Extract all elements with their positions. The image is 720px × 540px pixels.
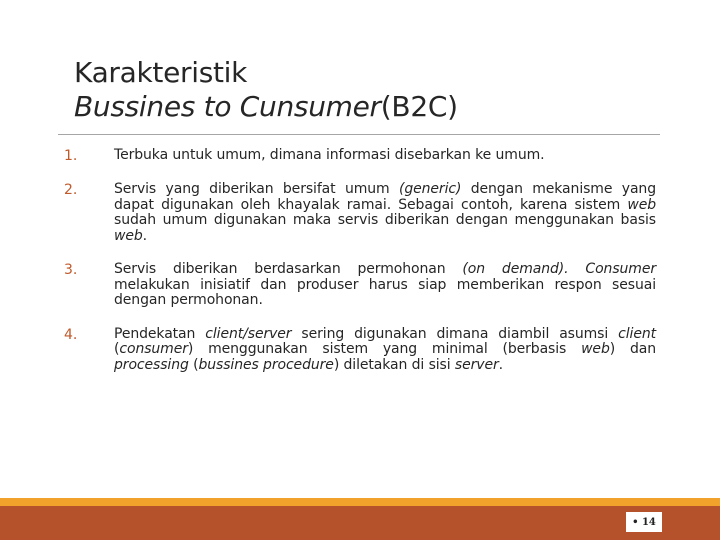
list-text-segment: (generic) bbox=[398, 181, 462, 197]
page-number-box bbox=[626, 512, 662, 532]
title-line-1: Karakteristik bbox=[74, 56, 248, 89]
list-text-segment: . bbox=[498, 356, 503, 373]
list-text-segment: . bbox=[142, 227, 148, 244]
title-line-2 bbox=[74, 90, 458, 124]
list-item bbox=[64, 148, 656, 164]
list-text-segment: ( bbox=[188, 356, 199, 373]
title-divider bbox=[58, 134, 660, 135]
list-text-segment: dengan mekanisme yang dapat digunakan oleh khayalak ramai. Sebagai contoh, karena sistem bbox=[114, 181, 656, 213]
list-text-segment: ) menggunakan sistem yang minimal (berbasis bbox=[187, 341, 582, 357]
list-text-segment: ( bbox=[114, 341, 120, 357]
list-text-segment: melakukan inisiatif dan produser harus siap memberikan respon sesuai dengan permohonan. bbox=[114, 276, 656, 308]
list-text-segment: web bbox=[114, 227, 143, 244]
list-text-segment: ) diletakan di sisi bbox=[333, 356, 455, 373]
slide-title bbox=[74, 56, 458, 124]
list-item bbox=[64, 182, 656, 244]
page-number: • 14 bbox=[632, 516, 656, 528]
list-text-segment: web bbox=[627, 196, 656, 213]
list-text-segment: (on demand). Consumer bbox=[462, 261, 657, 277]
list-text-segment: sering digunakan dimana diambil asumsi bbox=[291, 325, 619, 342]
footer-accent-stripe bbox=[0, 498, 720, 506]
list-text-segment: server bbox=[454, 356, 499, 373]
list-number: 4. bbox=[64, 326, 78, 343]
list-number: 2. bbox=[64, 182, 78, 198]
list-item bbox=[64, 262, 656, 309]
list-text bbox=[114, 327, 656, 374]
footer-bar bbox=[0, 506, 720, 540]
list-text-segment: web bbox=[581, 341, 610, 357]
list-text-segment: client/server bbox=[205, 325, 292, 342]
list-text-segment: Servis yang diberikan bersifat umum bbox=[114, 181, 399, 197]
page-number-value: 14 bbox=[641, 516, 656, 528]
list-text bbox=[114, 148, 656, 164]
list-text bbox=[114, 182, 656, 244]
list-text-segment: ) dan bbox=[609, 341, 656, 357]
list-text-segment: Terbuka untuk umum, dimana informasi disebarkan ke umum. bbox=[114, 147, 545, 163]
list-text-segment: sudah umum digunakan maka servis diberikan dengan menggunakan basis bbox=[114, 212, 656, 228]
list-text-segment: Pendekatan bbox=[114, 325, 206, 342]
list-text-segment: consumer bbox=[119, 341, 188, 357]
list-text bbox=[114, 262, 656, 309]
numbered-list bbox=[64, 148, 656, 387]
list-number: 1. bbox=[64, 148, 78, 164]
title-tail-part: (B2C) bbox=[380, 90, 458, 123]
list-number: 3. bbox=[64, 262, 78, 278]
list-text-segment: client bbox=[618, 325, 656, 342]
list-text-segment: processing bbox=[114, 356, 189, 373]
list-text-segment: Servis diberikan berdasarkan permohonan bbox=[114, 261, 463, 277]
list-text-segment: bussines procedure bbox=[198, 356, 334, 373]
list-item bbox=[64, 327, 656, 374]
title-italic-part: Bussines to Cunsumer bbox=[74, 90, 381, 123]
